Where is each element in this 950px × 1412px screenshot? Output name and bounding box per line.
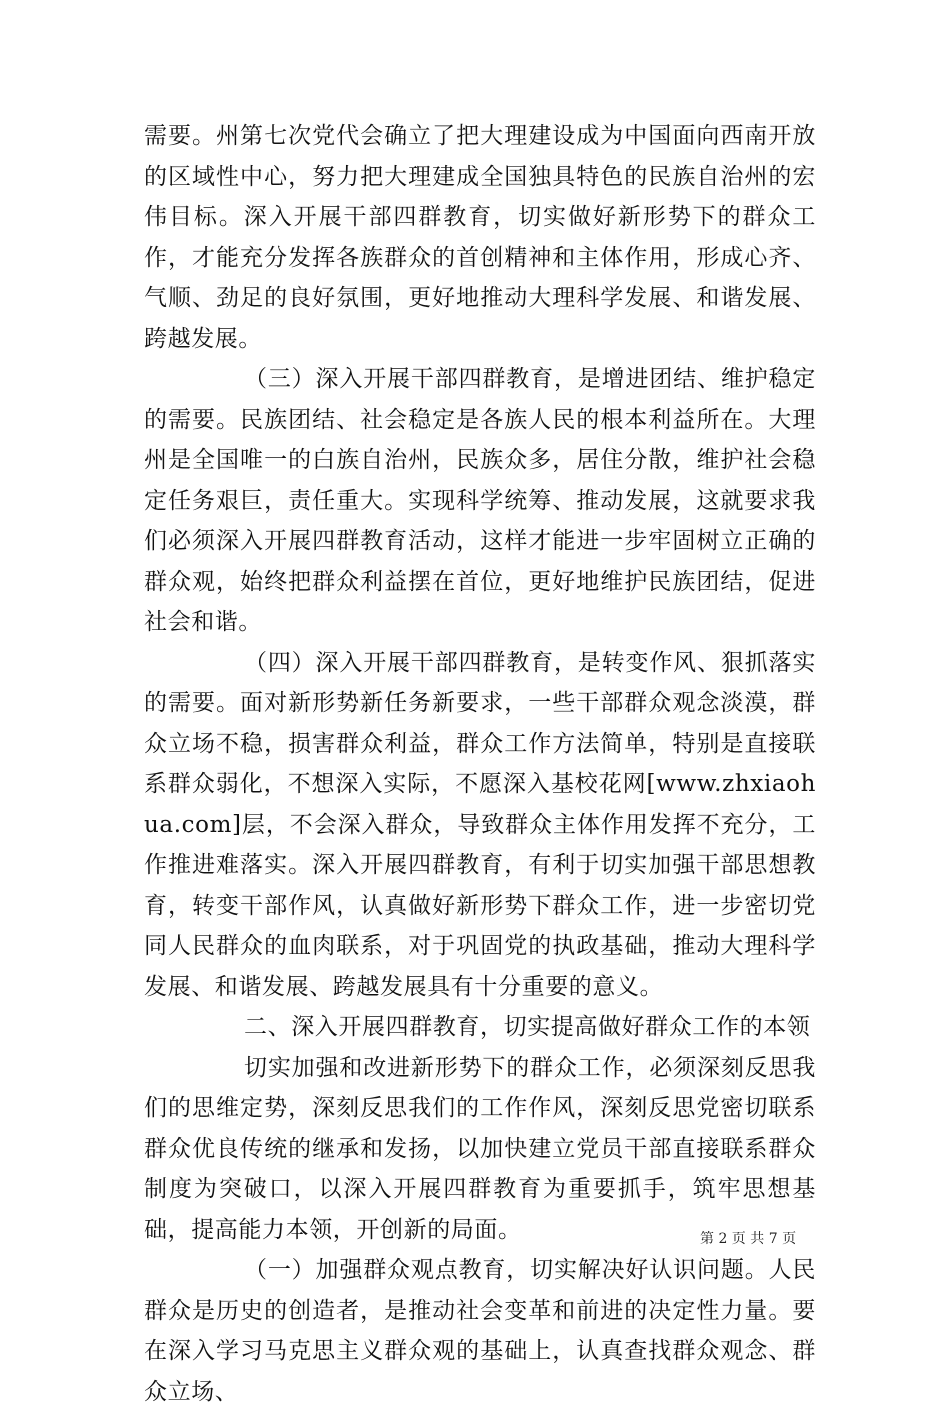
paragraph-subsection-one: （一）加强群众观点教育，切实解决好认识问题。人民群众是历史的创造者，是推动社会变革和前进的决定性力量。要在深入学习马克思主义群众观的基础上，认真查找群众观念、群众立场、 xyxy=(144,1257,816,1405)
section-heading-two: 二、深入开展四群教育，切实提高做好群众工作的本领 xyxy=(244,1014,811,1040)
page-number-footer: 第 2 页 共 7 页 xyxy=(700,1231,797,1247)
paragraph-section-three: （三）深入开展干部四群教育，是增进团结、维护稳定的需要。民族团结、社会稳定是各族人民的根本利益所在。大理州是全国唯一的白族自治州，民族众多，居住分散，维护社会稳定任务艰巨，责任重大。实现科学统筹、推动发展，这就要求我们必须深入开展四群教育活动，这样才能进一步牢固树立正确的群众观，始终把群众利益摆在首位，更好地维护民族团结，促进社会和谐。 xyxy=(144,366,816,635)
paragraph-continuation: 需要。州第七次党代会确立了把大理建设成为中国面向西南开放的区域性中心，努力把大理建成全国独具特色的民族自治州的宏伟目标。深入开展干部四群教育，切实做好新形势下的群众工作，才能充分发挥各族群众的首创精神和主体作用，形成心齐、气顺、劲足的良好氛围，更好地推动大理科学发展、和谐发展、跨越发展。 xyxy=(144,123,816,352)
paragraph-section-four: （四）深入开展干部四群教育，是转变作风、狠抓落实的需要。面对新形势新任务新要求，一些干部群众观念淡漠，群众立场不稳，损害群众利益，群众工作方法简单，特别是直接联系群众弱化，不想深入实际，不愿深入基校花网[www.zhxiaohua.com]层，不会深入群众，导致群众主体作用发挥不充分，工作推进难落实。深入开展四群教育，有利于切实加强干部思想教育，转变干部作风，认真做好新形势下群众工作，进一步密切党同人民群众的血肉联系，对于巩固党的执政基础，推动大理科学发展、和谐发展、跨越发展具有十分重要的意义。 xyxy=(144,649,816,1000)
paragraph-section-two-intro: 切实加强和改进新形势下的群众工作，必须深刻反思我们的思维定势，深刻反思我们的工作作风，深刻反思党密切联系群众优良传统的继承和发扬，以加快建立党员干部直接联系群众制度为突破口，以深入开展四群教育为重要抓手，筑牢思想基础，提高能力本领，开创新的局面。 xyxy=(144,1054,816,1243)
document-body xyxy=(144,116,816,1412)
